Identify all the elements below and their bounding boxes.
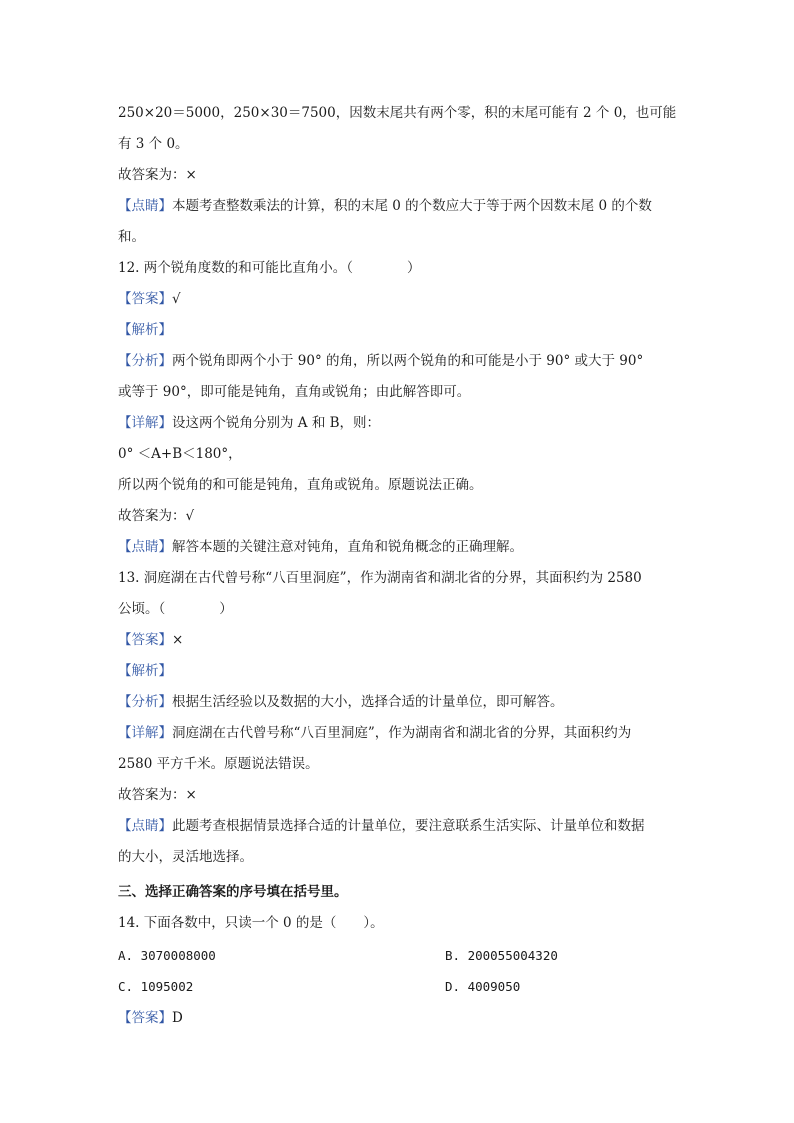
dianjing-text: 本题考查整数乘法的计算，积的末尾 0 的个数应大于等于两个因数末尾 0 的个数 xyxy=(172,198,652,214)
fenxi-line xyxy=(118,692,564,712)
dianjing-line xyxy=(118,816,645,836)
inequality-line: 0° ＜A+B＜180°， xyxy=(118,446,242,462)
text-line: 有 3 个 0。 xyxy=(118,136,189,152)
analysis-tag: 【解析】 xyxy=(118,322,172,338)
text-line: 的大小，灵活地选择。 xyxy=(118,849,253,865)
text-line: 和。 xyxy=(118,229,145,245)
question-13: 13. 洞庭湖在古代曾号称“八百里洞庭”，作为湖南省和湖北省的分界，其面积约为 2580 xyxy=(118,570,642,586)
xiangjie-tag: 【详解】 xyxy=(118,415,172,431)
answer-tag: 【答案】 xyxy=(118,291,172,307)
option-c: C. 1095002 xyxy=(118,979,194,994)
section-heading: 三、选择正确答案的序号填在括号里。 xyxy=(118,884,348,900)
text-line: 所以两个锐角的和可能是钝角，直角或锐角。原题说法正确。 xyxy=(118,477,483,493)
xiangjie-text: 设这两个锐角分别为 A 和 B，则： xyxy=(172,415,381,431)
answer-conclusion: 故答案为：√ xyxy=(118,508,195,524)
answer-tag: 【答案】 xyxy=(118,1010,172,1026)
dianjing-tag: 【点睛】 xyxy=(118,539,172,555)
fenxi-text: 根据生活经验以及数据的大小，选择合适的计量单位，即可解答。 xyxy=(172,694,564,710)
xiangjie-line xyxy=(118,723,631,743)
answer-line xyxy=(118,630,183,650)
option-a: A. 3070008000 xyxy=(118,948,216,963)
fenxi-line xyxy=(118,351,643,371)
answer-tag: 【答案】 xyxy=(118,632,172,648)
answer-value: × xyxy=(172,632,184,648)
text-line: 250×20＝5000，250×30＝7500，因数末尾共有两个零，积的末尾可能有 2 个 0，也可能 xyxy=(118,105,677,121)
question-14: 14. 下面各数中，只读一个 0 的是（ ）。 xyxy=(118,915,384,931)
dianjing-line xyxy=(118,196,652,216)
option-b: B. 200055004320 xyxy=(445,948,558,963)
answer-value: √ xyxy=(172,291,181,307)
dianjing-text: 此题考查根据情景选择合适的计量单位，要注意联系生活实际、计量单位和数据 xyxy=(172,818,645,834)
text-line: 公顷。（ ） xyxy=(118,601,233,617)
dianjing-tag: 【点睛】 xyxy=(118,818,172,834)
answer-line xyxy=(118,289,181,309)
xiangjie-line xyxy=(118,413,380,433)
dianjing-line xyxy=(118,537,523,557)
fenxi-tag: 【分析】 xyxy=(118,353,172,369)
answer-conclusion: 故答案为：× xyxy=(118,787,197,803)
analysis-tag: 【解析】 xyxy=(118,663,172,679)
text-line: 或等于 90°，即可能是钝角，直角或锐角；由此解答即可。 xyxy=(118,384,471,400)
text-line: 2580 平方千米。原题说法错误。 xyxy=(118,756,319,772)
question-12: 12. 两个锐角度数的和可能比直角小。（ ） xyxy=(118,260,421,276)
answer-conclusion: 故答案为：× xyxy=(118,167,197,183)
answer-line xyxy=(118,1008,183,1028)
fenxi-tag: 【分析】 xyxy=(118,694,172,710)
option-d: D. 4009050 xyxy=(445,979,521,994)
answer-value: D xyxy=(172,1010,183,1026)
fenxi-text: 两个锐角即两个小于 90° 的角，所以两个锐角的和可能是小于 90° 或大于 90° xyxy=(172,353,644,369)
xiangjie-text: 洞庭湖在古代曾号称“八百里洞庭”，作为湖南省和湖北省的分界，其面积约为 xyxy=(172,725,632,741)
dianjing-tag: 【点睛】 xyxy=(118,198,172,214)
dianjing-text: 解答本题的关键注意对钝角，直角和锐角概念的正确理解。 xyxy=(172,539,523,555)
xiangjie-tag: 【详解】 xyxy=(118,725,172,741)
